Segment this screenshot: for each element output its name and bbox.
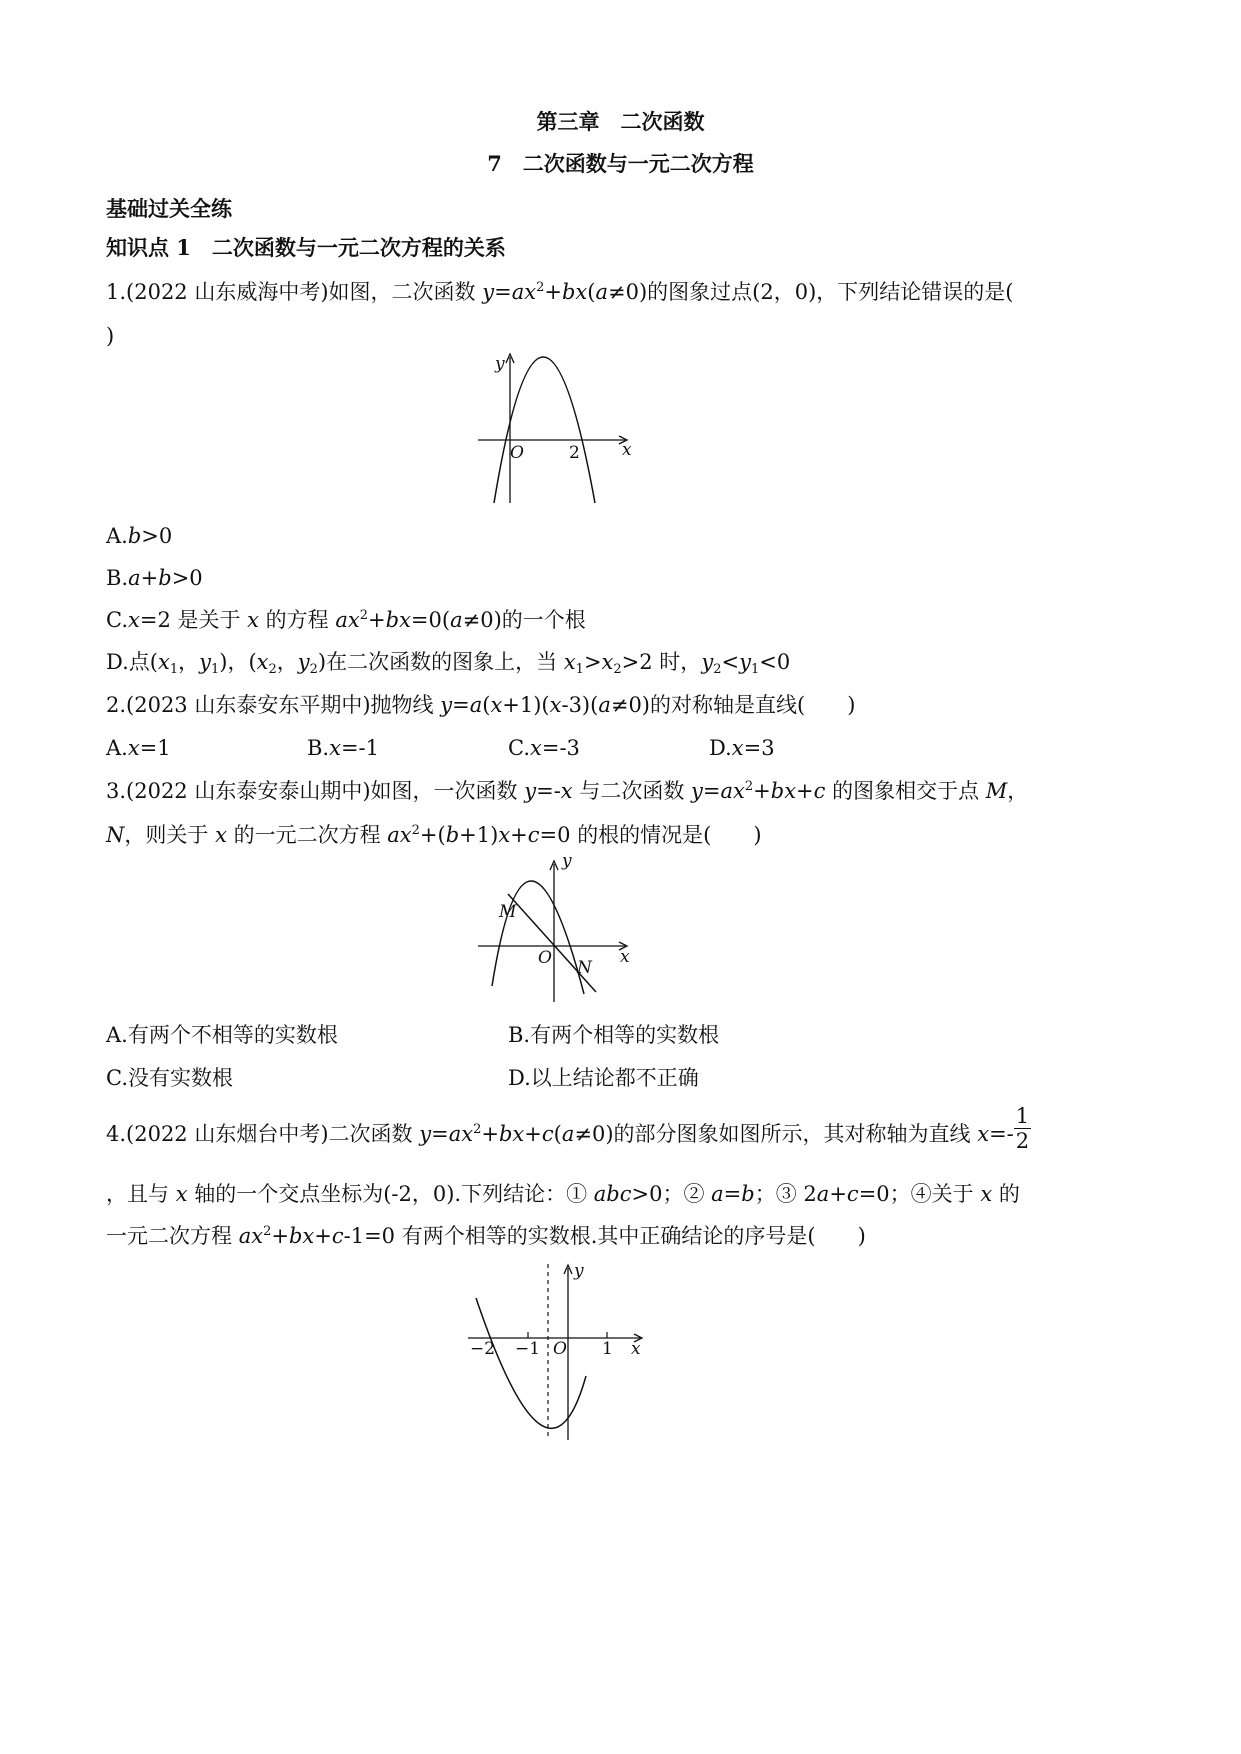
knowledge-point-heading: 知识点 1 二次函数与一元二次方程的关系 <box>106 235 506 260</box>
question-4-stem-line3: 一元二次方程 $ax^2+bx+c-1=0$ 有两个相等的实数根.其中正确结论的序号是( ) <box>106 1224 866 1248</box>
q3-option-a: A.有两个不相等的实数根 <box>106 1023 338 1047</box>
q1-x-axis-label: x <box>622 440 632 460</box>
question-1-stem-close: ) <box>106 324 115 348</box>
q1-option-b: B.a+b>0 <box>106 566 203 590</box>
q2-option-a: A.x=1 <box>106 736 171 760</box>
q1-y-axis-label: y <box>495 354 505 374</box>
q1-tick-2-label: 2 <box>569 443 580 463</box>
q3-option-d: D.以上结论都不正确 <box>508 1066 699 1090</box>
q2-option-b: B.x=-1 <box>307 736 380 760</box>
q4-x-axis-label: x <box>631 1339 641 1359</box>
question-1-stem: 1.(2022 山东威海中考)如图，二次函数 $y=ax^2+bx(a\ne 0)$的图象过点(2，0)，下列结论错误的是( <box>106 280 1014 304</box>
q3-option-b: B.有两个相等的实数根 <box>508 1023 720 1047</box>
q4-tick-1-label: 1 <box>602 1339 613 1359</box>
question-4-stem: 4.(2022 山东烟台中考)二次函数 $y=ax^2+bx+c(a\ne 0)$的部分图象如图所示，其对称轴为直线 x=- $\frac{1}{2}$ <box>106 1104 1030 1153</box>
q2-option-d: D.x=3 <box>709 736 775 760</box>
question-2-stem: 2.(2023 山东泰安东平期中)抛物线 y=a(x+1)(x-3)(a≠0)的对称轴是直线( ) <box>106 693 856 717</box>
q4-tick-minus-2-label: −2 <box>470 1339 496 1359</box>
question-3-figure <box>470 852 640 1007</box>
q3-option-c: C.没有实数根 <box>106 1066 233 1090</box>
q1-option-a: A.b>0 <box>106 524 173 548</box>
question-1-figure <box>470 345 640 510</box>
question-3-stem-line2: N，则关于 x 的一元二次方程 $ax^2+(b+1)x+c=0$ 的根的情况是( ) <box>106 823 762 847</box>
question-4-stem-line2: ，且与 x 轴的一个交点坐标为(-2，0).下列结论：① abc>0；② a=b；③ 2a+c=0；④关于 x 的 <box>106 1182 1020 1206</box>
q4-tick-minus-1-label: −1 <box>515 1339 541 1359</box>
q3-y-axis-label: y <box>562 851 572 871</box>
chapter-title: 第三章 二次函数 <box>536 109 705 134</box>
q3-origin-label: O <box>538 948 552 968</box>
q1-option-c: C.x=2 是关于 x 的方程 $ax^2+bx=0(a\ne 0)$的一个根 <box>106 608 586 632</box>
q4-origin-label: O <box>553 1339 567 1359</box>
q3-x-axis-label: x <box>620 947 630 967</box>
q3-point-m-label: M <box>499 902 517 922</box>
part-heading: 基础过关全练 <box>106 196 232 221</box>
q4-y-axis-label: y <box>574 1261 584 1281</box>
q1-option-d: D.点($x_1$，$y_1$)，($x_2$，$y_2$)在二次函数的图象上，当 $x_1>x_2>2$ 时，$y_2<y_1<0$ <box>106 650 791 677</box>
q3-point-n-label: N <box>577 958 592 978</box>
question-4-figure <box>460 1258 650 1443</box>
q4-fraction: $\frac{1}{2}$ <box>1015 1104 1030 1153</box>
q1-origin-label: O <box>510 443 524 463</box>
q2-option-c: C.x=-3 <box>508 736 580 760</box>
section-title: 7 二次函数与一元二次方程 <box>487 151 754 176</box>
question-3-stem: 3.(2022 山东泰安泰山期中)如图，一次函数 y=-x 与二次函数 $y=ax^2+bx+c$ 的图象相交于点 M， <box>106 779 1029 803</box>
